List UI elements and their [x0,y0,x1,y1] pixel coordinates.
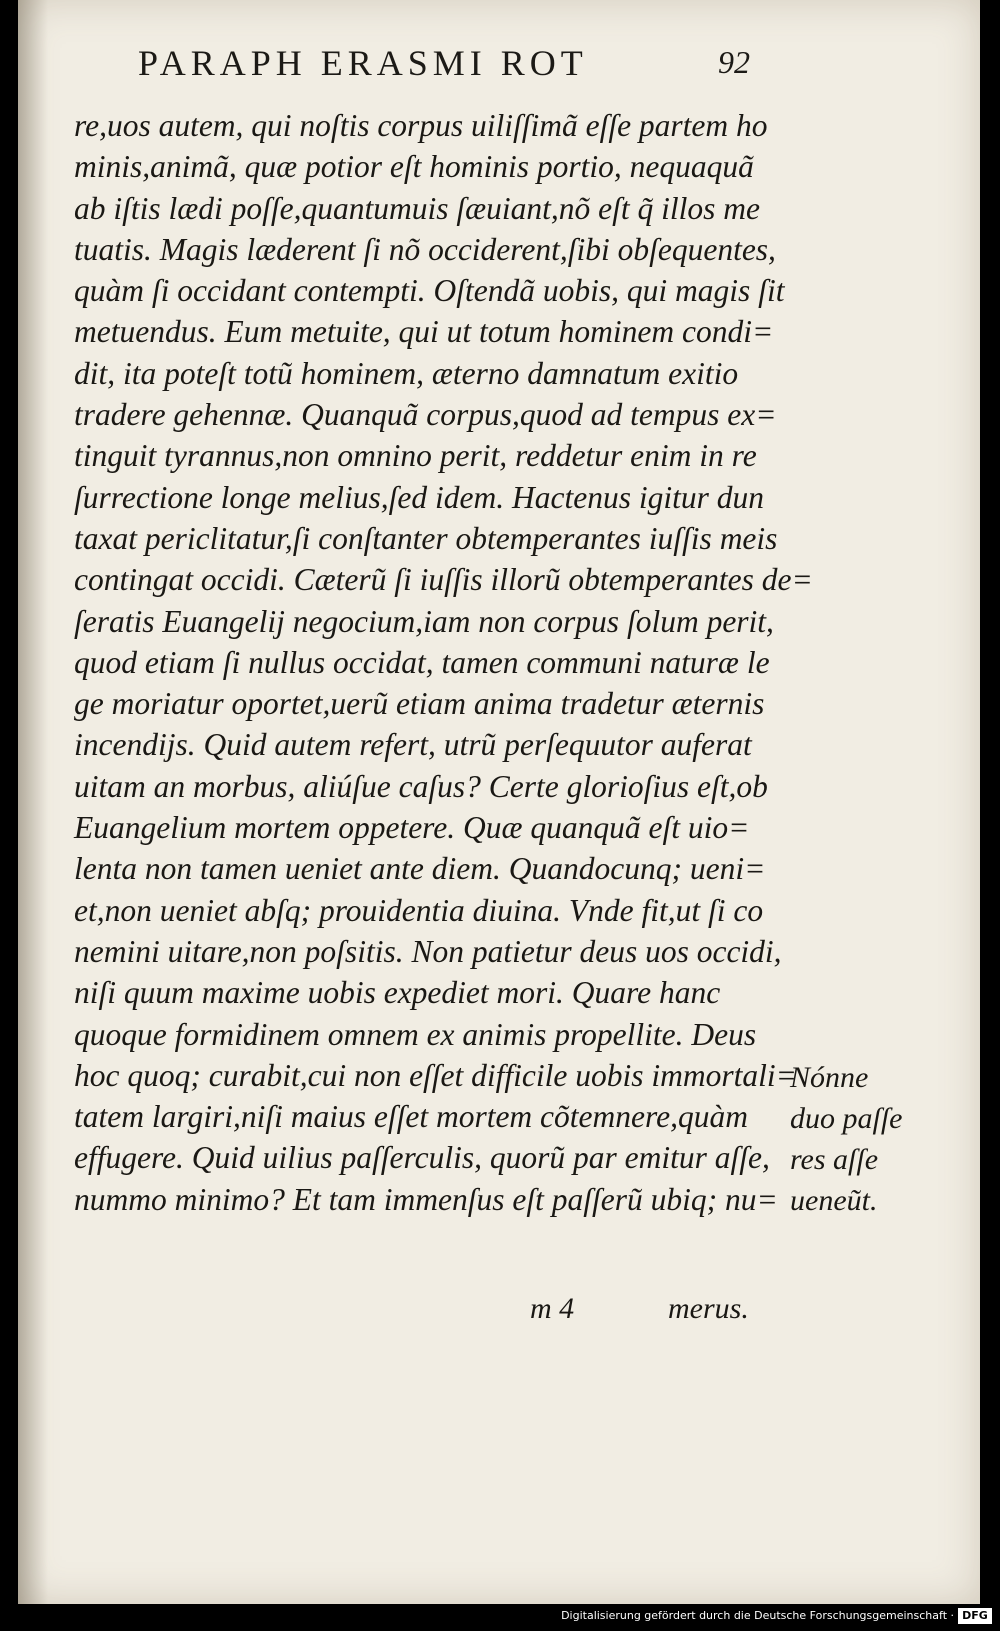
text-line: tradere gehennæ. Quanquã corpus,quod ad tempus ex= [74,397,777,433]
text-line: minis,animã, quæ potior eſt hominis portio, nequaquã [74,149,754,185]
marginal-note-line: Nónne [790,1061,869,1094]
text-line: uitam an morbus, aliúſue caſus? Certe glorioſius eſt,ob [74,768,768,804]
marginal-note-line: res aſſe [790,1143,879,1176]
text-line: effugere. Quid uilius paſſerculis, quorũ par emitur aſſe, [74,1140,770,1176]
gutter-shadow [18,0,48,1604]
text-line: quàm ſi occidant contempti. Oſtendã uobis, qui magis ſit [74,273,785,309]
text-line: ſeratis Euangelij negocium,iam non corpus ſolum perit, [74,603,774,639]
text-line: Euangelium mortem oppetere. Quæ quanquã eſt uio= [74,810,750,846]
text-line: nummo minimo? Et tam immenſus eſt paſſerũ ubiq; nu= [74,1181,778,1217]
signature-mark: m 4 [530,1292,575,1325]
text-line: hoc quoq; curabit,cui non eſſet difficile uobis immortali= [74,1057,797,1093]
marginal-note-line: duo paſſe [790,1102,903,1135]
text-line: metuendus. Eum metuite, qui ut totum hominem condi= [74,314,774,350]
footer-credit: Digitalisierung gefördert durch die Deutsche Forschungsgemeinschaft · [561,1609,954,1622]
dfg-logo: DFG [958,1608,992,1624]
text-line: incendijs. Quid autem refert, utrũ perſequutor auferat [74,727,752,763]
catchword: merus. [668,1292,749,1325]
text-line: tuatis. Magis læderent ſi nõ occiderent,ſibi obſequentes, [74,231,776,267]
text-line: quod etiam ſi nullus occidat, tamen communi naturæ le [74,644,770,680]
text-line: niſi quum maxime uobis expediet mori. Quare hanc [74,975,721,1011]
marginal-note-line: ueneũt. [790,1184,878,1217]
text-line: et,non ueniet abſq; prouidentia diuina. Vnde fit,ut ſi co [74,892,764,928]
text-line: taxat periclitatur,ſi conſtanter obtemperantes iuſſis meis [74,520,778,556]
book-page [18,0,980,1604]
body-text [74,105,813,1220]
running-head: PARAPH ERASMI ROT [138,43,588,83]
text-line: re,uos autem, qui noſtis corpus uiliſſimã eſſe partem ho [74,108,768,143]
text-line: contingat occidi. Cæterũ ſi iuſſis illorũ obtemperantes de= [74,562,813,598]
catchline [18,1292,980,1332]
text-line: ſurrectione longe melius,ſed idem. Hactenus igitur dun [74,479,764,515]
text-line: tinguit tyrannus,non omnino perit, reddetur enim in re [74,438,757,474]
text-line: lenta non tamen ueniet ante diem. Quandocunq; ueni= [74,851,766,887]
text-line: ge moriatur oportet,uerũ etiam anima tradetur æternis [74,686,765,722]
text-line: tatem largiri,niſi maius eſſet mortem cõtemnere,quàm [74,1099,748,1135]
footer-bar [0,1604,1000,1631]
text-line: ab iſtis lædi poſſe,quantumuis ſæuiant,nõ eſt q̃ illos me [74,190,761,226]
folio-number: 92 [718,44,750,80]
text-line: quoque formidinem omnem ex animis propellite. Deus [74,1016,757,1052]
marginal-note [790,1057,940,1221]
text-line: dit, ita poteſt totũ hominem, æterno damnatum exitio [74,355,739,391]
text-line: nemini uitare,non poſsitis. Non patietur deus uos occidi, [74,933,782,969]
